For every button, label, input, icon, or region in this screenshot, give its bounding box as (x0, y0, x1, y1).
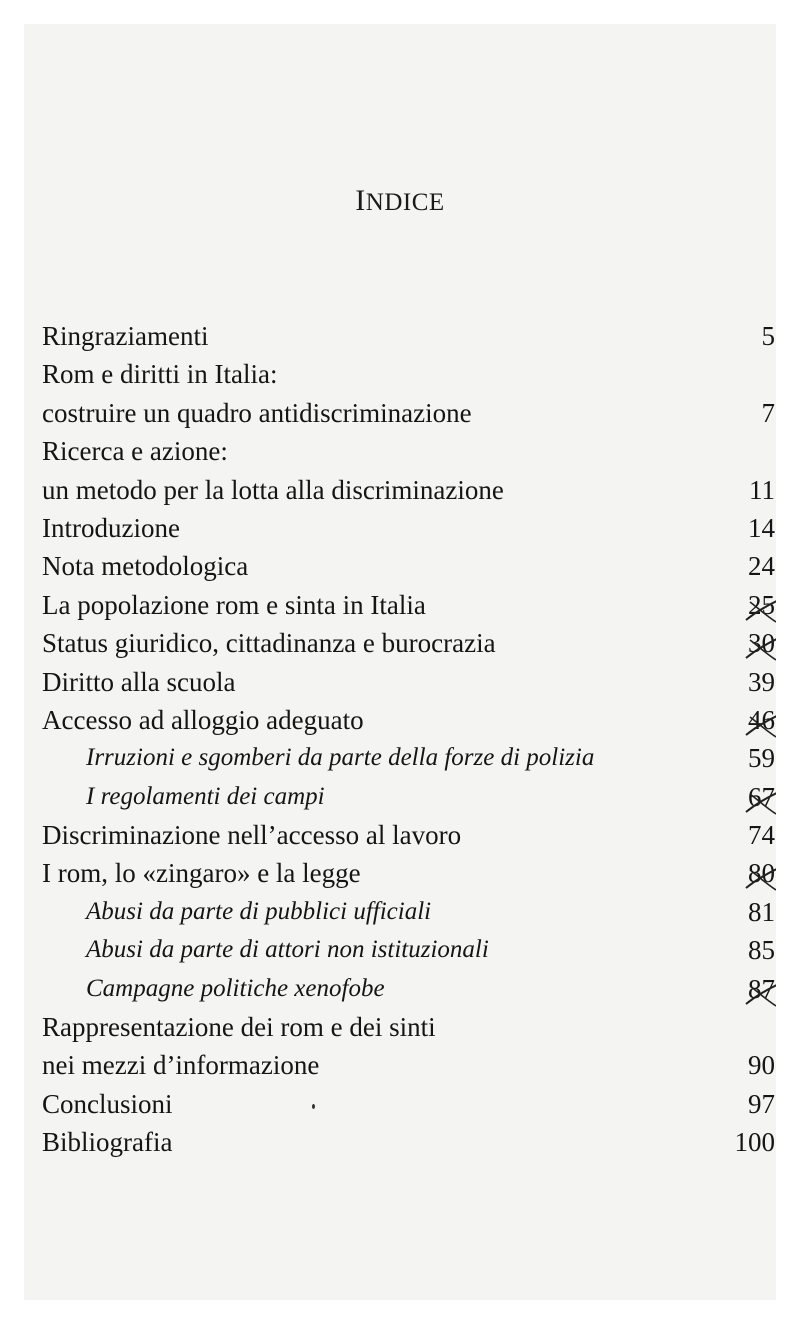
toc-page-number: 7 (761, 397, 775, 428)
toc-page-number: 46 (748, 705, 775, 735)
toc-entry (42, 1008, 775, 1046)
toc-entry (42, 701, 775, 739)
toc-entry-title: Accesso ad alloggio adeguato (42, 704, 364, 735)
toc-page-number: 5 (761, 321, 775, 351)
toc-page-number: 80 (748, 858, 775, 888)
toc-page-number: 97 (748, 1088, 775, 1119)
toc-entry-title: La popolazione rom e sinta in Italia (42, 589, 426, 620)
toc-page-number: 59 (748, 743, 775, 774)
toc-entry (42, 1046, 775, 1084)
toc-entry-title: Rom e diritti in Italia: (42, 359, 278, 390)
toc-subentry (42, 739, 775, 777)
toc-page-number: 67 (748, 782, 775, 812)
pen-strike-mark (742, 598, 776, 624)
toc-entry-title: Status giuridico, cittadinanza e burocrazia (42, 628, 496, 659)
toc-entry (42, 509, 775, 547)
toc-entry-title: Discriminazione nell’accesso al lavoro (42, 820, 462, 851)
toc-page-number-wrap (748, 624, 775, 662)
toc-entry (42, 854, 775, 892)
toc-page-number: 87 (748, 974, 775, 1004)
toc-page-number: 81 (748, 896, 775, 927)
toc-entry-title: Abusi da parte di pubblici ufficiali (86, 897, 432, 925)
book-page (24, 24, 776, 1300)
toc-entry-title: Nota metodologica (42, 551, 249, 582)
toc-entry-title: Ricerca e azione: (42, 436, 228, 467)
toc-entry-title: Irruzioni e sgomberi da parte della forze di polizia (86, 744, 595, 772)
toc-page-number-wrap (748, 547, 775, 585)
toc-entry-title: Diritto alla scuola (42, 666, 236, 697)
toc-entry-title: I regolamenti dei campi (86, 782, 325, 810)
toc-entry (42, 1123, 775, 1161)
toc-page-number-wrap (748, 586, 775, 624)
toc-page-number: 39 (748, 666, 775, 697)
toc-page-number-wrap (748, 931, 775, 969)
toc-entry (42, 816, 775, 854)
toc-page-number-wrap (748, 663, 775, 701)
heading-rest: NDICE (365, 189, 445, 216)
toc-page-number: 14 (748, 512, 775, 543)
toc-page-number-wrap (748, 1085, 775, 1123)
toc-entry (42, 663, 775, 701)
toc-entry-title: Introduzione (42, 512, 180, 543)
toc-page-number-wrap (735, 1123, 776, 1161)
pen-strike-mark (742, 713, 776, 739)
toc-page-number: 11 (749, 474, 775, 505)
toc-page-number-wrap (748, 701, 775, 739)
toc-page-number-wrap (749, 471, 775, 509)
pen-strike-mark (742, 866, 776, 892)
toc-page-number: 30 (748, 628, 775, 658)
toc-entry-title: Campagne politiche xenofobe (86, 974, 385, 1002)
ink-speck (312, 1104, 315, 1109)
table-of-contents (42, 317, 775, 1162)
toc-entry (42, 317, 775, 355)
toc-entry (42, 624, 775, 662)
toc-page-number: 25 (748, 590, 775, 620)
toc-entry-title: Bibliografia (42, 1127, 173, 1158)
toc-entry-title: costruire un quadro antidiscriminazione (42, 397, 472, 428)
toc-subentry (42, 893, 775, 931)
toc-entry (42, 471, 775, 509)
toc-subentry (42, 778, 775, 816)
toc-page-number-wrap (762, 394, 776, 432)
toc-entry (42, 586, 775, 624)
toc-page-number: 90 (748, 1050, 775, 1081)
toc-page-number: 24 (748, 551, 775, 582)
toc-page-number: 85 (748, 935, 775, 966)
toc-entry (42, 1085, 775, 1123)
toc-entry (42, 394, 775, 432)
pen-strike-mark (742, 636, 776, 662)
toc-page-number-wrap (748, 1046, 775, 1084)
toc-entry (42, 547, 775, 585)
toc-page-number: 100 (734, 1127, 775, 1158)
toc-entry (42, 432, 775, 470)
toc-entry (42, 355, 775, 393)
toc-page-number-wrap (748, 509, 775, 547)
toc-page-number-wrap (748, 854, 775, 892)
toc-entry-title: Ringraziamenti (42, 321, 209, 351)
toc-entry-title: Rappresentazione dei rom e dei sinti (42, 1012, 436, 1043)
toc-page-number-wrap (762, 317, 776, 355)
toc-page-number-wrap (748, 893, 775, 931)
toc-entry-title: Conclusioni (42, 1088, 173, 1119)
pen-strike-mark (742, 790, 776, 816)
heading-initial: I (355, 184, 366, 217)
toc-subentry (42, 970, 775, 1008)
toc-page-number-wrap (748, 970, 775, 1008)
toc-page-number-wrap (748, 739, 775, 777)
toc-entry-title: Abusi da parte di attori non istituzionali (86, 936, 489, 964)
toc-entry-title: nei mezzi d’informazione (42, 1050, 320, 1081)
toc-page-number: 74 (748, 820, 775, 851)
toc-page-number-wrap (748, 816, 775, 854)
page-heading (24, 184, 776, 218)
toc-page-number-wrap (748, 778, 775, 816)
pen-strike-mark (742, 982, 776, 1008)
toc-entry-title: un metodo per la lotta alla discriminazione (42, 474, 504, 505)
toc-entry-title: I rom, lo «zingaro» e la legge (42, 858, 361, 889)
toc-subentry (42, 931, 775, 969)
